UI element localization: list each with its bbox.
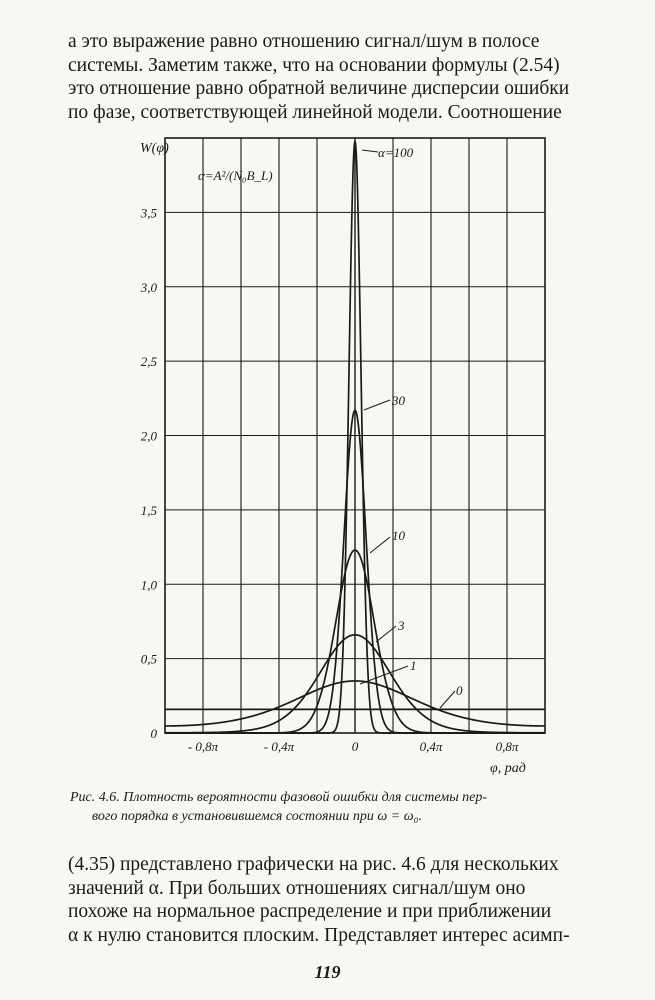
caption-line: вого порядка в установившемся состоянии при ω = ω₀. <box>92 809 422 824</box>
text-line: значений α. При больших отношениях сигнал/шум оно <box>68 877 526 899</box>
y-tick-label: 0,5 <box>140 651 157 667</box>
x-tick-label: - 0,4π <box>263 739 295 754</box>
y-tick-label: 1,0 <box>140 577 157 593</box>
chart-labels <box>140 141 526 776</box>
x-tick-label: 0,4π <box>419 739 443 754</box>
page-number: 119 <box>314 962 341 982</box>
series-leader-line <box>440 691 455 708</box>
alpha-formula-label: α=A²/(N₀B_L) <box>198 168 273 183</box>
series-leader-line <box>362 150 378 152</box>
series-label: α=100 <box>378 145 414 160</box>
series-label: 0 <box>456 683 463 698</box>
series-label: 30 <box>392 393 405 408</box>
chart-grid <box>165 138 545 733</box>
y-tick-label: 1,5 <box>140 502 157 518</box>
x-tick-label: 0 <box>351 739 359 754</box>
series-label: 10 <box>392 528 405 543</box>
series-leader-line <box>370 537 390 553</box>
text-line: (4.35) представлено графически на рис. 4.6 для нескольких <box>68 854 559 875</box>
paragraph-bottom <box>68 853 628 947</box>
text-line: это отношение равно обратной величине дисперсии ошибки <box>68 78 570 99</box>
figure-caption <box>70 788 630 826</box>
y-tick-label: 2,5 <box>140 354 157 370</box>
y-axis-label: W(φ) <box>140 141 169 156</box>
series-leader-line <box>364 400 390 410</box>
text-line: похоже на нормальное распределение и при приближении <box>68 901 552 922</box>
x-tick-label: - 0,8π <box>187 739 219 754</box>
text-line: системы. Заметим также, что на основании формулы (2.54) <box>68 54 560 76</box>
y-tick-label: 3,5 <box>140 205 157 221</box>
y-tick-label: 0 <box>150 726 157 741</box>
text-line: а это выражение равно отношению сигнал/шум в полосе <box>68 31 540 52</box>
y-tick-label: 2,0 <box>140 428 157 444</box>
x-tick-label: 0,8π <box>495 739 519 754</box>
y-tick-label: 3,0 <box>140 279 157 295</box>
series-label: 3 <box>398 618 405 633</box>
caption-line: Рис. 4.6. Плотность вероятности фазовой ошибки для системы пер- <box>70 790 488 805</box>
x-axis-label: φ, рад <box>490 761 526 776</box>
series-label: 1 <box>410 658 417 673</box>
text-line: по фазе, соответствующей линейной модели. Соотношение <box>68 101 562 123</box>
text-line: α к нулю становится плоским. Представляет интерес асимп- <box>68 924 570 946</box>
